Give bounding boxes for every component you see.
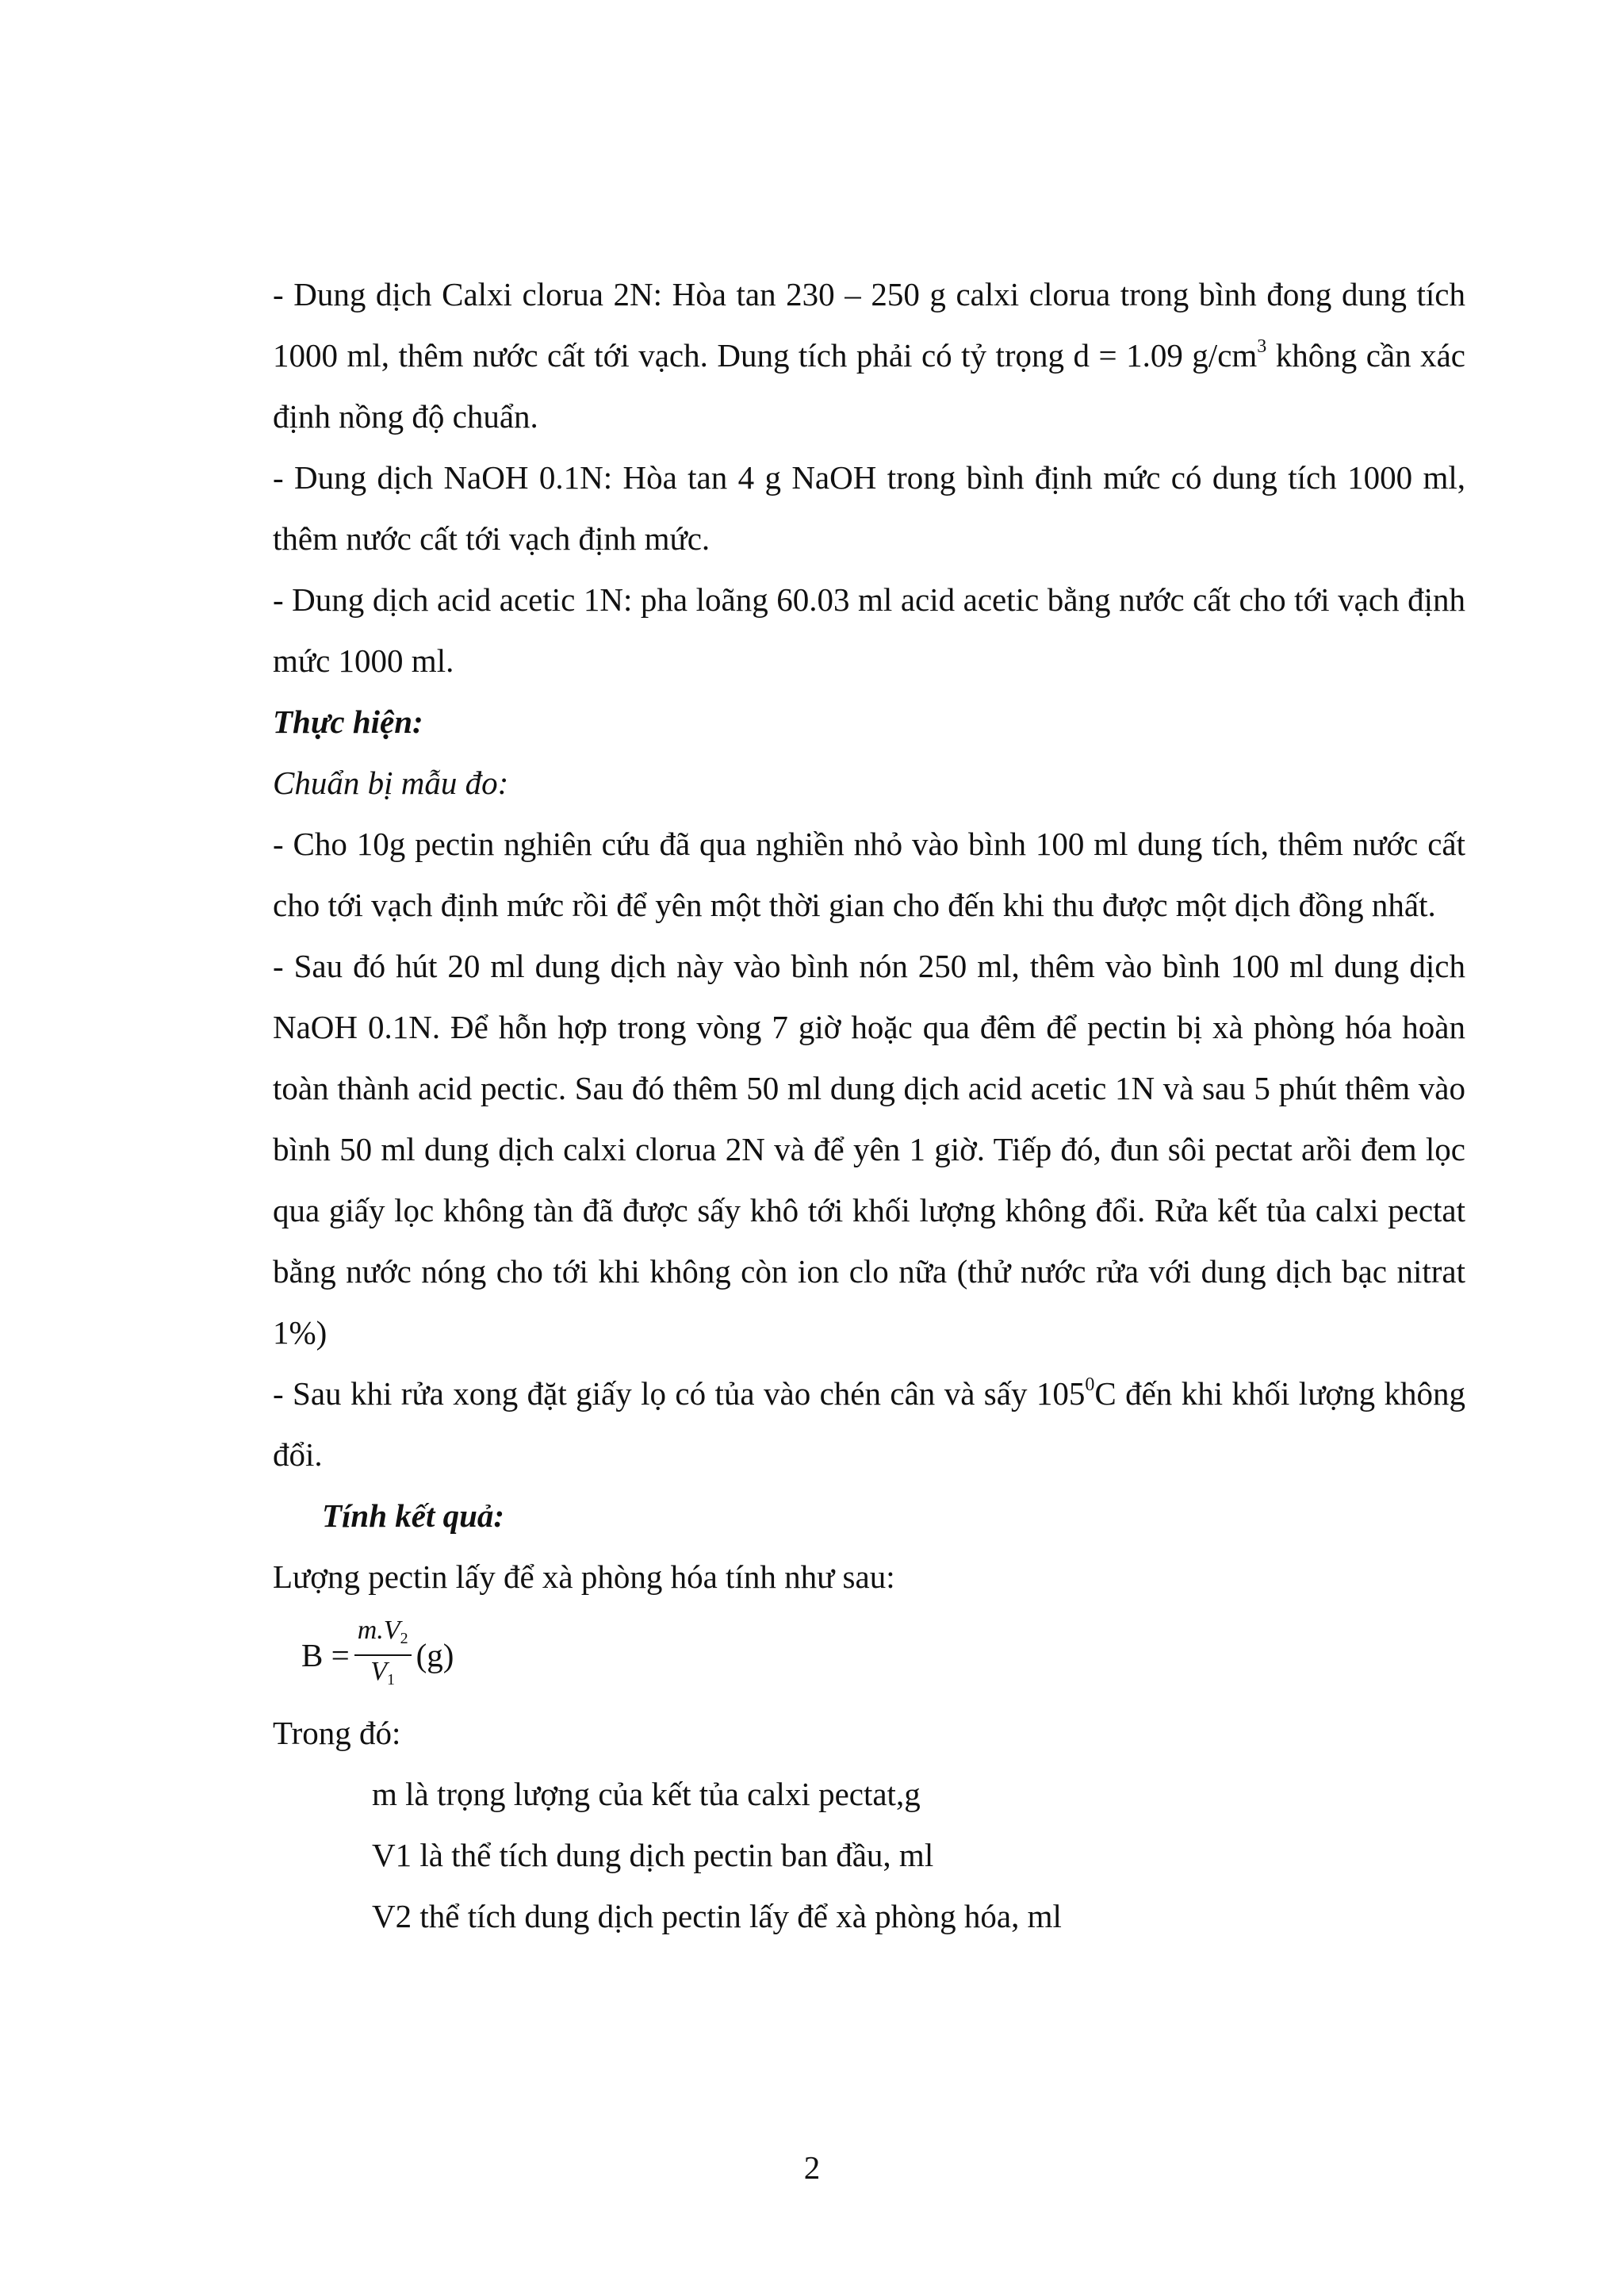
paragraph-step-3: - Sau khi rửa xong đặt giấy lọ có tủa vào chén cân và sấy $105^0C$ đến khi khối lượng không đổi. — [273, 1374, 1465, 1473]
paragraph-step-1: - Cho 10g pectin nghiên cứu đã qua nghiền nhỏ vào bình 100 ml dung tích, thêm nước cất cho tới vạch định mức rồi để yên một thời gian cho đến khi thu được một dịch đồng nhất. — [273, 826, 1465, 923]
formula-unit: (g) — [416, 1636, 454, 1673]
superscript-3: 3 — [1257, 336, 1267, 357]
paragraph-step-2: - Sau đó hút 20 ml dung dịch này vào bình nón 250 ml, thêm vào bình 100 ml dung dịch NaOH 0.1N. Để hỗn hợp trong vòng 7 giờ hoặc qua đêm để pectin bị xà phòng hóa hoàn toàn thành acid pectic. Sau đó thêm 50 ml dung dịch acid acetic 1N và sau 5 phút thêm vào bình 50 ml dung dịch calxi clorua 2N và để yên 1 giờ. Tiếp đó, đun sôi pectat arồi đem lọc qua giấy lọc không tàn đã được sấy khô tới khối lượng không đổi. Rửa kết tủa calxi pectat bằng nước nóng cho tới khi không còn ion clo nữa (thử nước rửa với dung dịch bạc nitrat 1%) — [273, 948, 1465, 1351]
paragraph-calxi-clorua: - Dung dịch Calxi clorua 2N: Hòa tan 230 – 250 g calxi clorua trong bình đong dung tích 1000 ml, thêm nước cất tới vạch. Dung tích phải có tỷ trọng d = 1.09 $g/cm^3$ không cần xác định nồng độ chuẩn. — [273, 276, 1465, 435]
definition-v2: V2 thể tích dung dịch pectin lấy để xà phòng hóa, ml — [372, 1898, 1062, 1934]
heading-chuan-bi-mau-do: Chuẩn bị mẫu đo: — [273, 765, 509, 801]
formula-b — [273, 1611, 1465, 1700]
page-number: 2 — [803, 2149, 821, 2186]
superscript-0: 0 — [1085, 1374, 1095, 1395]
paragraph-intro-formula: Lượng pectin lấy để xà phòng hóa tính như sau: — [273, 1558, 895, 1595]
heading-tinh-ket-qua: Tính kết quả: — [322, 1497, 505, 1534]
page-body — [273, 264, 1465, 1947]
formula-denominator: $V_1$ — [370, 1657, 396, 1688]
definition-m: m là trọng lượng của kết tủa calxi pectat,g — [372, 1776, 921, 1812]
definition-v1: V1 là thể tích dung dịch pectin ban đầu, ml — [372, 1837, 934, 1873]
formula-numerator: $m.V_2$ — [354, 1615, 412, 1656]
paragraph-trong-do: Trong đó: — [273, 1715, 401, 1751]
heading-thuc-hien: Thực hiện: — [273, 703, 423, 740]
paragraph-naoh: - Dung dịch NaOH 0.1N: Hòa tan 4 g NaOH trong bình định mức có dung tích 1000 ml, thêm nước cất tới vạch định mức. — [273, 459, 1465, 557]
formula-fraction — [354, 1615, 412, 1696]
formula-lhs: B = — [301, 1636, 350, 1673]
paragraph-acid-acetic: - Dung dịch acid acetic 1N: pha loãng 60.03 ml acid acetic bằng nước cất cho tới vạch định mức 1000 ml. — [273, 581, 1465, 679]
